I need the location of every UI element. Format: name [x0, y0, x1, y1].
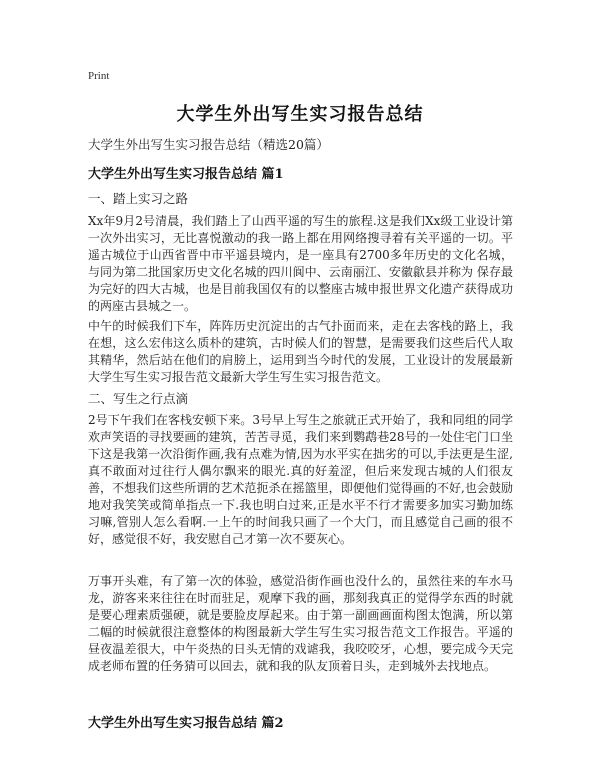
- section1-title: 一、踏上实习之路: [88, 191, 189, 206]
- paragraph-3: 2号下午我们在客栈安顿下来。3号早上写生之旅就正式开始了，我和同组的同学欢声笑语的寻找要画的建筑，苦苦寻觅，我们来到鹦鹉巷28号的一处住宅门口坐下这是我第一次沿街作画,我有点难为情,因为水平实在拙劣的可以,手法更是生涩,真不敢面对过往行人偶尔飘来的眼光.真的好羞涩，但后来发现古城的人们很友善，不想我们这些所谓的艺术范扼杀在摇篮里，即便他们觉得画的不好,也会鼓励地对我笑笑或简单指点一下.我也明白过来,正是水平不行才需要多加实习勤加练习嘛,管别人怎么看啊.一上午的时间我只画了一个大门，而且感觉自己画的很不好，感觉很不好，我安慰自己才第一次不要灰心。: [88, 413, 513, 546]
- paragraph-2: 中午的时候我们下车，阵阵历史沉淀出的古气扑面而来，走在去客栈的路上，我在想，这么宏伟这么质朴的建筑，古时候人们的智慧，是需要我们这些后代人取其精华，然后站在他们的肩膀上，运用到当今时代的发展，工业设计的发展最新大学生写生实习报告范文最新大学生写生实习报告范文。: [88, 319, 513, 384]
- section2-title: 二、写生之行点滴: [88, 391, 189, 406]
- print-label[interactable]: Print: [88, 70, 110, 82]
- part2-heading: 大学生外出写生实习报告总结 篇2: [88, 716, 284, 731]
- part1-heading: 大学生外出写生实习报告总结 篇1: [88, 167, 284, 182]
- document-title: 大学生外出写生实习报告总结: [176, 104, 424, 125]
- paragraph-1: Xx年9月2号清晨，我们踏上了山西平遥的写生的旅程.这是我们Xx级工业设计第一次外出实习，无比喜悦激动的我一路上都在用网络搜寻着有关平遥的一切。平遥古城位于山西省晋中市平遥县境内，是一座具有2700多年历史的文化名城，与同为第二批国家历史文化名城的四川阆中、云南丽江、安徽歙县并称为 保存最为完好的四大古城，也是目前我国仅有的以整座古城申报世界文化遗产获得成功的两座古县城之一。: [88, 214, 513, 313]
- paragraph-4: 万事开头难，有了第一次的体验，感觉沿街作画也没什么的，虽然往来的车水马龙，游客来来往往在时而驻足，观摩下我的画，那刻我真正的觉得学东西的时就是要心理素质强硬，就是要脸皮厚起来。由于第一副画画面构图太饱满，所以第二幅的时候就很注意整体的构图最新大学生写生实习报告范文工作报告。平遥的昼夜温差很大，中午炎热的日头无情的戏谑我，我咬咬牙，心想，要完成今天完成老师布置的任务猜可以回去，就和我的队友顶着日头，走到城外去找地点。: [88, 574, 513, 673]
- document-subtitle: 大学生外出写生实习报告总结（精选20篇）: [88, 137, 329, 152]
